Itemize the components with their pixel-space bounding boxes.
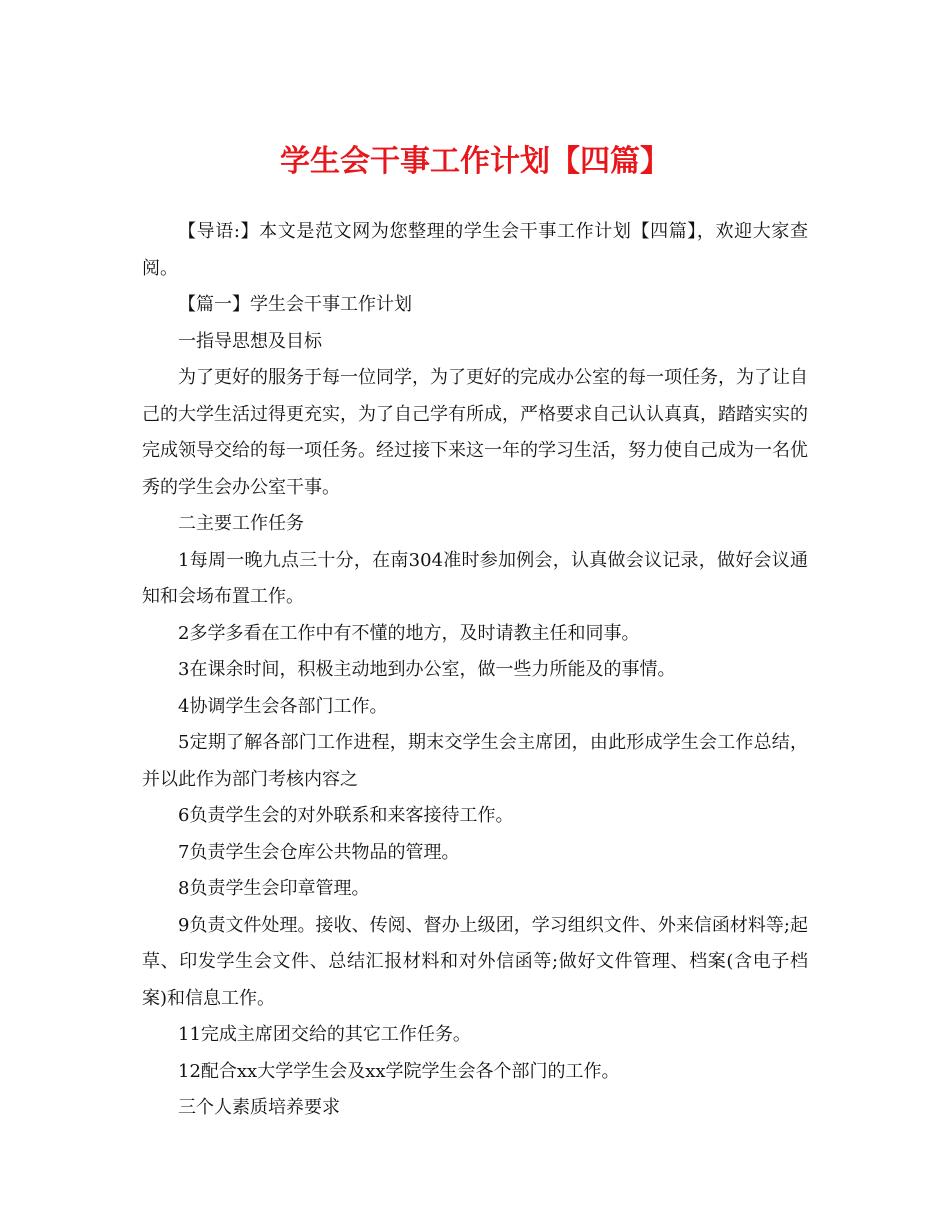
paragraph-section-heading: 【篇一】学生会干事工作计划	[178, 294, 412, 315]
list-item: 3在课余时间，积极主动地到办公室，做一些力所能及的事情。	[178, 659, 676, 680]
list-item: 11完成主席团交给的其它工作任务。	[178, 1024, 471, 1045]
paragraph: 为了更好的服务于每一位同学，为了更好的完成办公室的每一项任务，为了让自己的大学生活过得更充实，为了自己学有所成，严格要求自己认认真真，踏踏实实的完成领导交给的每一项任务。经过接下来这一年的学习生活，努力使自己成为一名优秀的学生会办公室干事。	[142, 367, 808, 498]
list-item: 1每周一晚九点三十分，在南304准时参加例会，认真做会议记录，做好会议通知和会场布置工作。	[142, 549, 808, 607]
document-title: 学生会干事工作计划【四篇】	[280, 144, 670, 179]
list-item: 8负责学生会印章管理。	[178, 878, 370, 899]
list-item: 2多学多看在工作中有不懂的地方，及时请教主任和同事。	[178, 622, 640, 644]
paragraph-subheading: 一指导思想及目标	[178, 330, 322, 352]
paragraph-subheading: 二主要工作任务	[178, 513, 304, 534]
list-item: 12配合xx大学学生会及xx学院学生会各个部门的工作。	[178, 1060, 620, 1082]
list-item: 6负责学生会的对外联系和来客接待工作。	[178, 805, 514, 826]
paragraph-intro: 【导语:】本文是范文网为您整理的学生会干事工作计划【四篇】，欢迎大家查阅。	[142, 221, 808, 279]
paragraph-subheading: 三个人素质培养要求	[178, 1097, 340, 1118]
list-item: 5定期了解各部门工作进程，期末交学生会主席团，由此形成学生会工作总结，并以此作为部门考核内容之	[142, 732, 808, 790]
list-item: 4协调学生会各部门工作。	[178, 695, 388, 717]
document-body	[142, 214, 808, 1127]
list-item: 9负责文件处理。接收、传阅、督办上级团，学习组织文件、外来信函材料等;起草、印发学生会文件、总结汇报材料和对外信函等;做好文件管理、档案(含电子档案)和信息工作。	[142, 914, 808, 1009]
list-item: 7负责学生会仓库公共物品的管理。	[178, 841, 460, 863]
